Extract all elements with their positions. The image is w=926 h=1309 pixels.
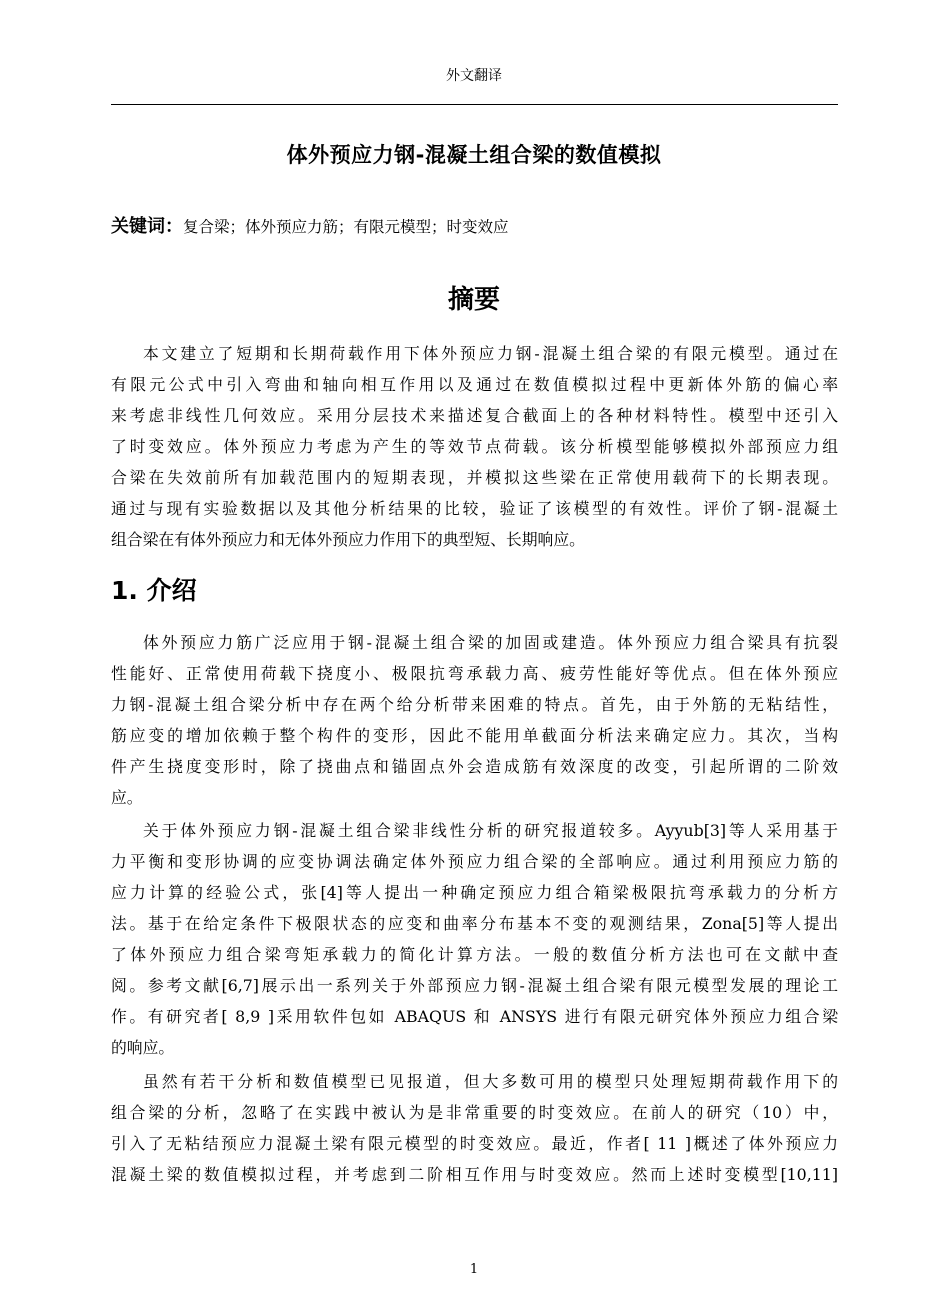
text-line: 引入了无粘结预应力混凝土梁有限元模型的时变效应。最近，作者[ 11 ]概述了体外预应力 <box>111 1134 838 1153</box>
keywords-text: 复合梁；体外预应力筋；有限元模型；时变效应 <box>183 218 509 236</box>
paper-title: 体外预应力钢-混凝土组合梁的数值模拟 <box>286 143 662 167</box>
text-line: 筋应变的增加依赖于整个构件的变形，因此不能用单截面分析法来确定应力。其次，当构 <box>111 726 838 745</box>
text-line: 件产生挠度变形时，除了挠曲点和锚固点外会造成筋有效深度的改变，引起所谓的二阶效 <box>111 757 838 776</box>
text-line: 本文建立了短期和长期荷载作用下体外预应力钢-混凝土组合梁的有限元模型。通过在 <box>143 344 838 363</box>
text-line: 应。 <box>111 788 143 807</box>
text-line: 组合梁的分析，忽略了在实践中被认为是非常重要的时变效应。在前人的研究（10）中， <box>111 1103 838 1122</box>
text-line: 性能好、正常使用荷载下挠度小、极限抗弯承载力高、疲劳性能好等优点。但在体外预应 <box>111 664 838 683</box>
text-line: 阅。参考文献[6,7]展示出一系列关于外部预应力钢-混凝土组合梁有限元模型发展的理论工 <box>111 976 838 995</box>
intro-paragraph-1 <box>111 627 838 813</box>
text-line: 应力计算的经验公式，张[4]等人提出一种确定预应力组合箱梁极限抗弯承载力的分析方 <box>111 883 838 902</box>
header-divider <box>111 104 838 105</box>
keywords-label: 关键词： <box>111 216 183 237</box>
text-line: 了时变效应。体外预应力考虑为产生的等效节点荷载。该分析模型能够模拟外部预应力组 <box>111 437 838 456</box>
intro-paragraph-3 <box>111 1066 838 1190</box>
text-line: 力钢-混凝土组合梁分析中存在两个给分析带来困难的特点。首先，由于外筋的无粘结性， <box>111 695 838 714</box>
page-number: 1 <box>469 1262 479 1277</box>
text-line: 通过与现有实验数据以及其他分析结果的比较，验证了该模型的有效性。评价了钢-混凝土 <box>111 499 838 518</box>
text-line: 力平衡和变形协调的应变协调法确定体外预应力组合梁的全部响应。通过利用预应力筋的 <box>111 852 838 871</box>
abstract-paragraph <box>111 338 838 555</box>
text-line: 来考虑非线性几何效应。采用分层技术来描述复合截面上的各种材料特性。模型中还引入 <box>111 406 838 425</box>
intro-paragraph-2 <box>111 815 838 1063</box>
text-line: 了体外预应力组合梁弯矩承载力的简化计算方法。一般的数值分析方法也可在文献中查 <box>111 945 838 964</box>
section-heading-introduction: 1. 介绍 <box>111 576 197 605</box>
abstract-heading: 摘要 <box>447 285 500 315</box>
text-line: 关于体外预应力钢-混凝土组合梁非线性分析的研究报道较多。Ayyub[3]等人采用基于 <box>143 821 838 840</box>
text-line: 法。基于在给定条件下极限状态的应变和曲率分布基本不变的观测结果，Zona[5]等人提出 <box>111 914 838 933</box>
running-header: 外文翻译 <box>446 68 502 84</box>
text-line: 混凝土梁的数值模拟过程，并考虑到二阶相互作用与时变效应。然而上述时变模型[10,11] <box>111 1165 838 1184</box>
text-line: 的响应。 <box>111 1038 175 1057</box>
text-line: 作。有研究者[ 8,9 ]采用软件包如 ABAQUS 和 ANSYS 进行有限元研究体外预应力组合梁 <box>111 1007 838 1026</box>
text-line: 有限元公式中引入弯曲和轴向相互作用以及通过在数值模拟过程中更新体外筋的偏心率 <box>111 375 838 394</box>
text-line: 组合梁在有体外预应力和无体外预应力作用下的典型短、长期响应。 <box>111 530 585 549</box>
text-line: 虽然有若干分析和数值模型已见报道，但大多数可用的模型只处理短期荷载作用下的 <box>143 1072 838 1091</box>
text-line: 体外预应力筋广泛应用于钢-混凝土组合梁的加固或建造。体外预应力组合梁具有抗裂 <box>143 633 838 652</box>
text-line: 合梁在失效前所有加载范围内的短期表现，并模拟这些梁在正常使用载荷下的长期表现。 <box>111 468 838 487</box>
keywords-line <box>111 212 837 242</box>
